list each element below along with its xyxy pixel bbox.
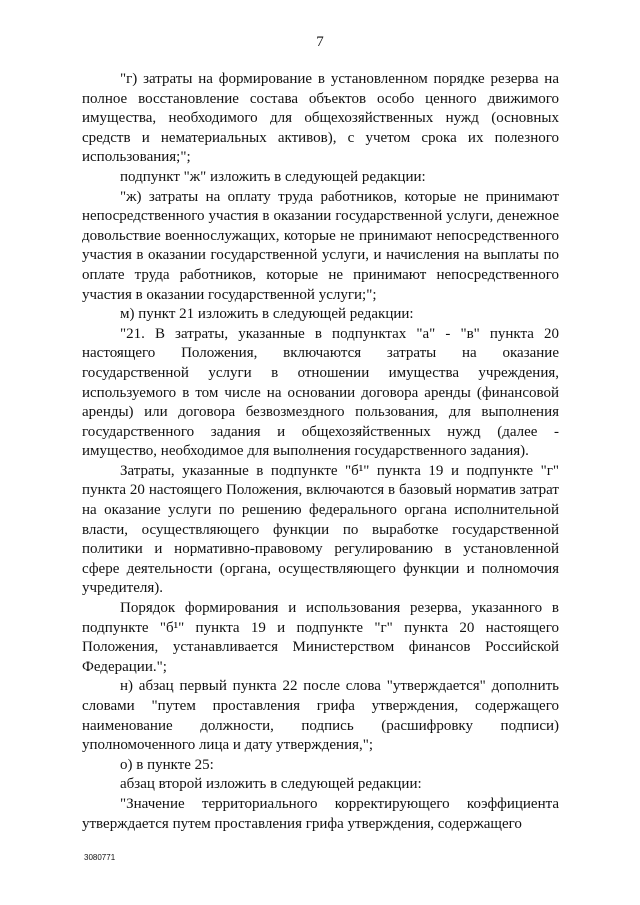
- document-body: [82, 70, 559, 834]
- paragraph-coefficient: "Значение территориального корректирующего коэффициента утверждается путем проставления грифа утверждения, содержащего: [82, 795, 559, 832]
- paragraph-costs: Затраты, указанные в подпункте "б¹" пункта 19 и подпункте "г" пункта 20 настоящего Положения, включаются в базовый норматив затрат на оказание услуги по решению федерального органа исполнительной власти, осуществляющего функции по выработке государственной политики и нормативно-правовому регулированию в установленной сфере деятельности (органа, осуществляющего функции и полномочия учредителя).: [82, 462, 559, 597]
- paragraph-g: "г) затраты на формирование в установленном порядке резерва на полное восстановление состава объектов особо ценного движимого имущества, необходимого для общехозяйственных нужд (основных средств и нематериальных активов), с учетом срока их полезного использования;";: [82, 71, 559, 166]
- paragraph-n: н) абзац первый пункта 22 после слова "утверждается" дополнить словами "путем проставления грифа утверждения, содержащего наименование должности, подпись (расшифровку подписи) уполномоченного лица и дату утверждения,";: [82, 678, 559, 754]
- document-code: 3080771: [84, 853, 116, 862]
- paragraph-o: о) в пункте 25:: [120, 756, 214, 773]
- paragraph-m-intro: м) пункт 21 изложить в следующей редакции:: [120, 306, 414, 323]
- page-number: 7: [316, 34, 324, 50]
- paragraph-reserve-order: Порядок формирования и использования резерва, указанного в подпункте "б¹" пункта 19 и подпункте "г" пункта 20 настоящего Положения, устанавливается Министерством финансов Российской Федерации.";: [82, 600, 559, 675]
- paragraph-zh: "ж) затраты на оплату труда работников, которые не принимают непосредственного участия в оказании государственной услуги, денежное довольствие военнослужащих, которые не принимают непосредственного участия в оказании государственной услуги, и начисления на выплаты по оплате труда работников, которые не принимают непосредственного участия в оказании государственной услуги;";: [82, 188, 559, 303]
- paragraph-zh-intro: подпункт "ж" изложить в следующей редакции:: [120, 168, 426, 185]
- paragraph-21: "21. В затраты, указанные в подпунктах "а" - "в" пункта 20 настоящего Положения, включаются затраты на оказание государственной услуги в отношении имущества учреждения, используемого в том числе на основании договора аренды (финансовой аренды) или договора безвозмездного пользования, для выполнения государственного задания и общехозяйственных нужд (далее - имущество, необходимое для выполнения государственного задания).: [82, 325, 559, 460]
- paragraph-o-intro: абзац второй изложить в следующей редакции:: [120, 776, 422, 793]
